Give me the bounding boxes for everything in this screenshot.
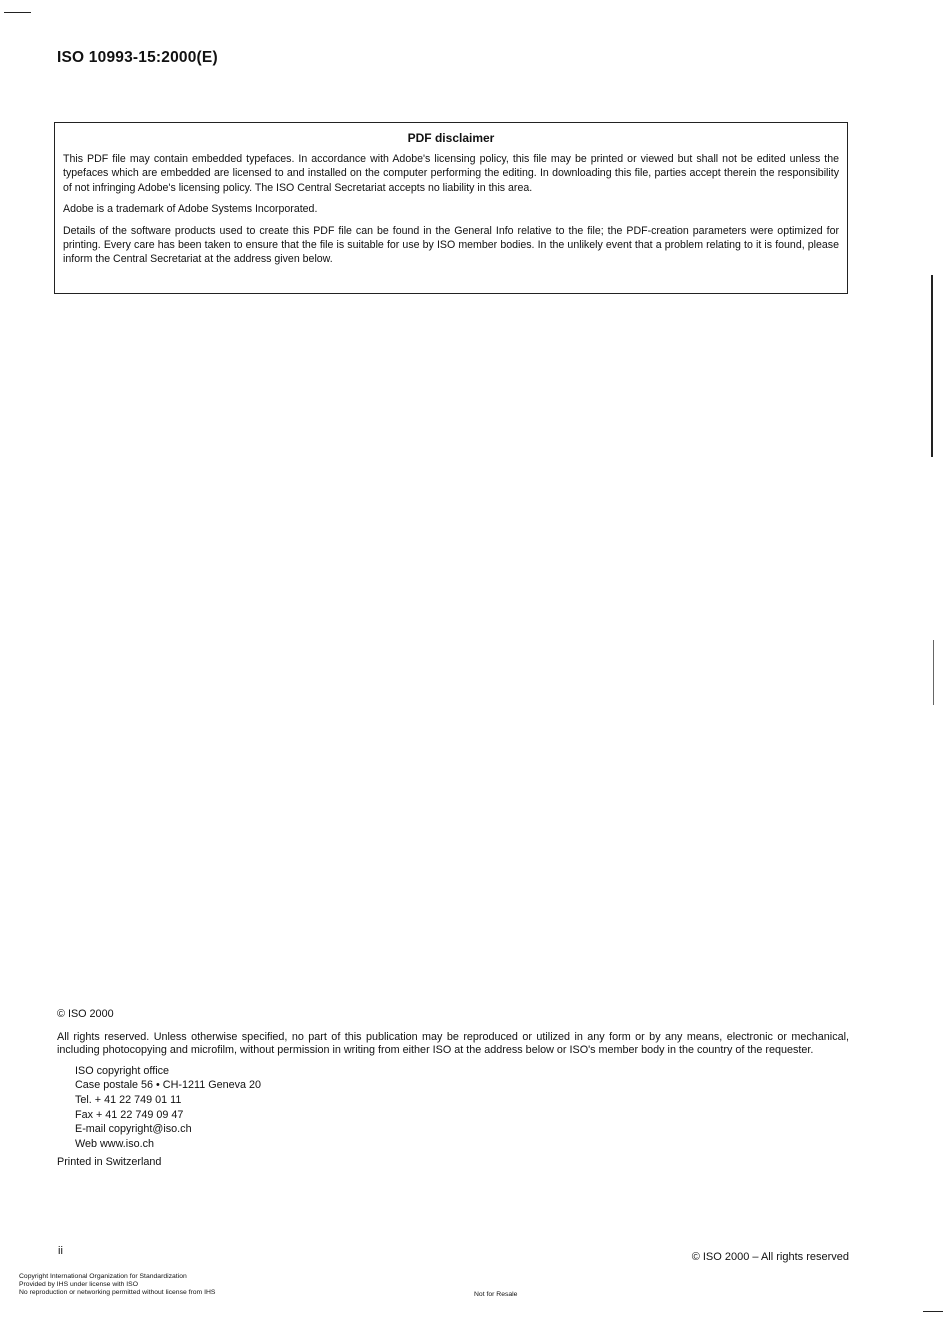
scan-mark-top-left xyxy=(4,12,31,13)
rights-statement: All rights reserved. Unless otherwise specified, no part of this publication may be reproduced or utilized in any form or by any means, electronic or mechanical, including photocopying and microfilm, without permission in writing from either ISO at the address below or ISO's member body in the country of the requester. xyxy=(57,1030,849,1056)
disclaimer-paragraph: This PDF file may contain embedded typefaces. In accordance with Adobe's licensing policy, this file may be printed or viewed but shall not be edited unless the typefaces which are embedded are licensed to and installed on the computer performing the editing. In downloading this file, parties accept therein the responsibility of not infringing Adobe's licensing policy. The ISO Central Secretariat accepts no liability in this area. xyxy=(63,153,839,194)
copyright-symbol-line: © ISO 2000 xyxy=(57,1008,114,1020)
printed-in: Printed in Switzerland xyxy=(57,1155,162,1168)
scan-mark-right-edge-lower xyxy=(933,640,934,705)
scan-mark-right-edge xyxy=(931,275,933,457)
not-for-resale: Not for Resale xyxy=(474,1291,518,1298)
license-line: No reproduction or networking permitted without license from IHS xyxy=(19,1289,216,1297)
address-line: Web www.iso.ch xyxy=(75,1138,155,1151)
license-notice xyxy=(19,1273,215,1298)
disclaimer-paragraph: Adobe is a trademark of Adobe Systems Incorporated. xyxy=(63,203,318,216)
footer-rights: © ISO 2000 – All rights reserved xyxy=(691,1251,849,1263)
address-line: Tel. + 41 22 749 01 11 xyxy=(75,1093,182,1106)
address-line: Case postale 56 • CH-1211 Geneva 20 xyxy=(75,1079,262,1092)
iso-address-block xyxy=(75,1064,849,1152)
copyright-notice xyxy=(57,1008,849,1169)
pdf-disclaimer-box xyxy=(54,122,848,294)
scan-mark-bottom-right xyxy=(923,1311,943,1312)
address-line: Fax + 41 22 749 09 47 xyxy=(75,1108,184,1121)
disclaimer-title: PDF disclaimer xyxy=(407,131,495,145)
license-line: Copyright International Organization for Standardization xyxy=(19,1273,187,1280)
disclaimer-paragraph: Details of the software products used to create this PDF file can be found in the General Info relative to the file; the PDF-creation parameters were optimized for printing. Every care has been taken to ensure that the file is suitable for use by ISO member bodies. In the unlikely event that a problem relating to it is found, please inform the Central Secretariat at the address given below. xyxy=(63,224,839,266)
document-id: ISO 10993-15:2000(E) xyxy=(57,49,218,66)
address-line: ISO copyright office xyxy=(75,1064,170,1077)
license-line: Provided by IHS under license with ISO xyxy=(19,1281,139,1289)
page-number: ii xyxy=(58,1245,63,1257)
address-line: E-mail copyright@iso.ch xyxy=(75,1123,192,1136)
